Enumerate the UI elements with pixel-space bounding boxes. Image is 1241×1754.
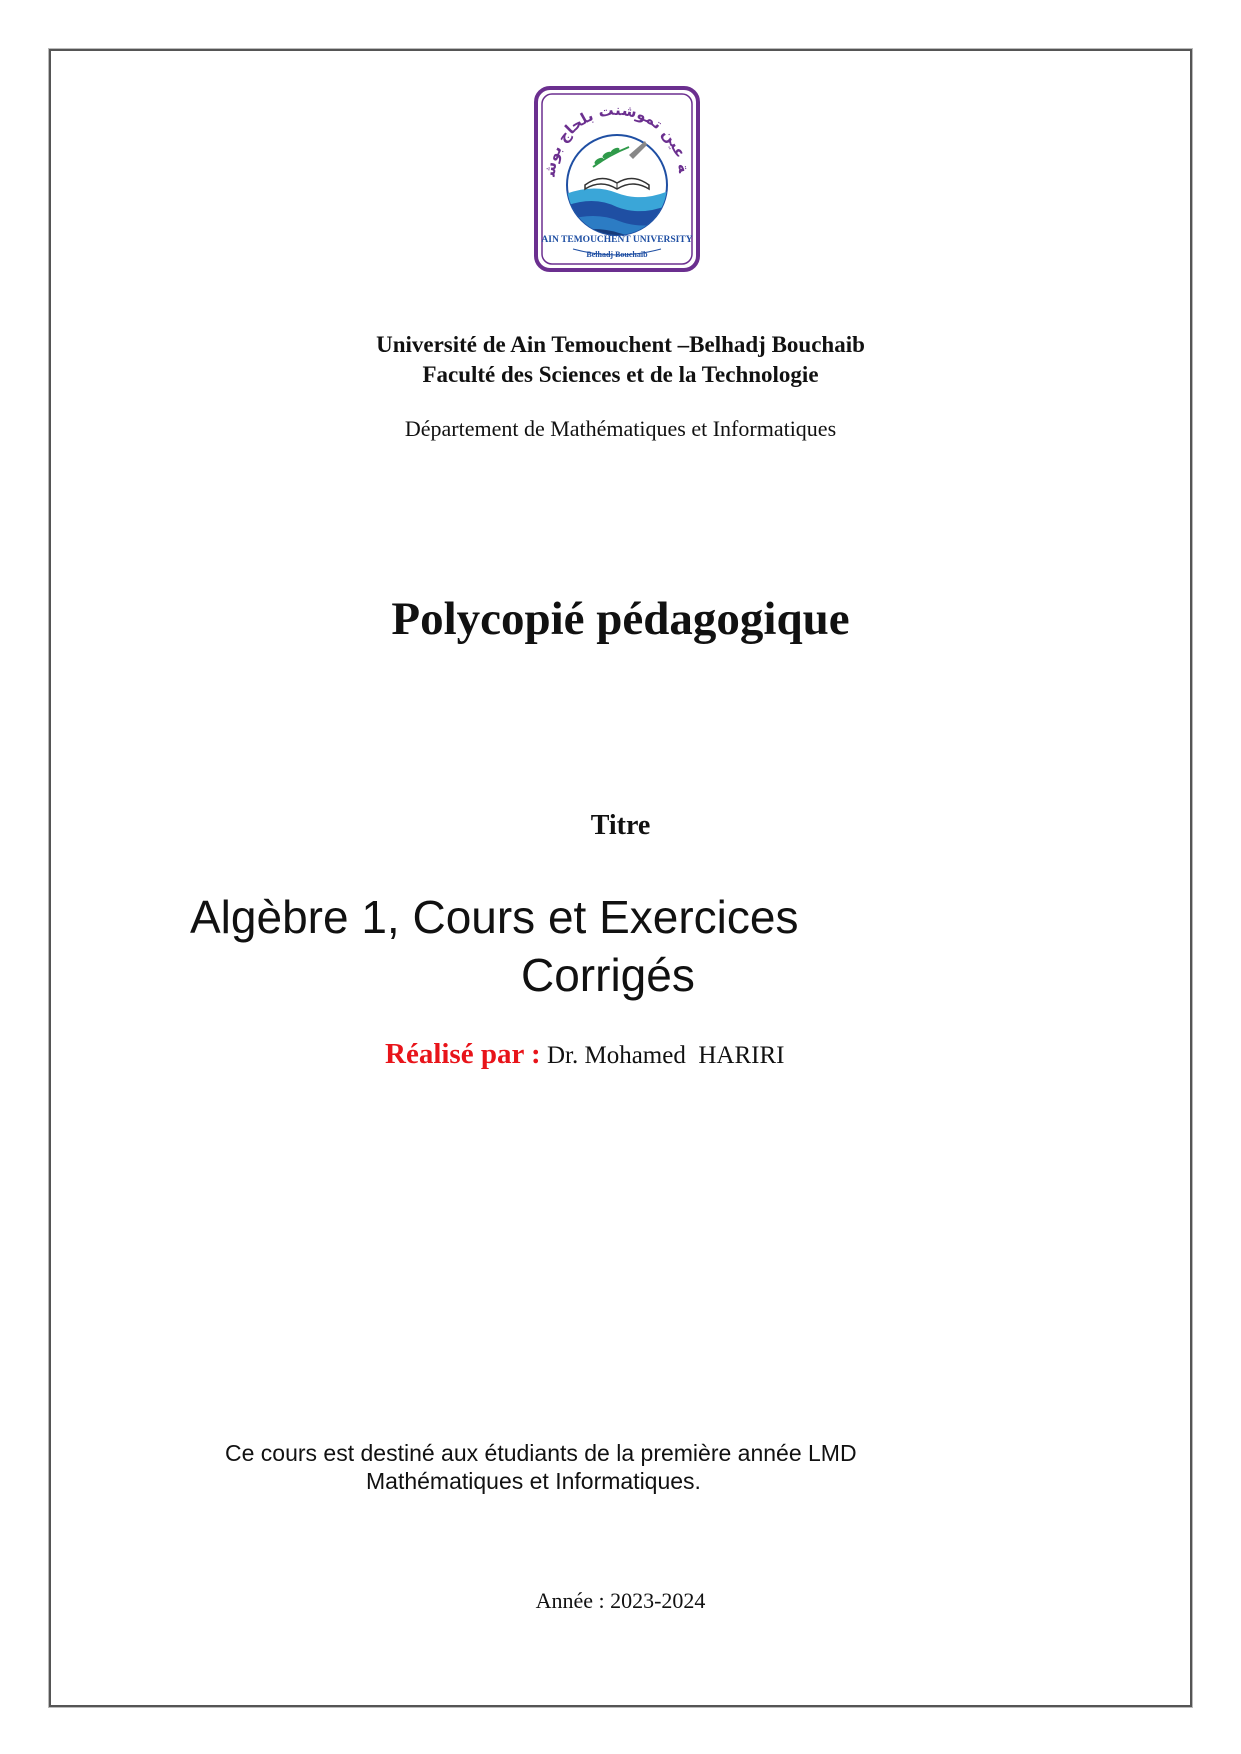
university-name: Université de Ain Temouchent –Belhadj Bouchaib [376,332,865,357]
course-title-line1: Algèbre 1, Cours et Exercices [190,891,799,943]
institution-header [0,330,1241,390]
department-name: Département de Mathématiques et Informatiques [404,416,837,441]
faculty-name: Faculté des Sciences et de la Technologie [422,362,819,387]
audience-line2: Mathématiques et Informatiques. [366,1468,701,1494]
academic-year: Année : 2023-2024 [535,1588,706,1613]
svg-text:Belhadj Bouchaib: Belhadj Bouchaib [586,250,648,259]
audience-line1: Ce cours est destiné aux étudiants de la première année LMD [225,1440,857,1466]
university-logo [533,85,701,273]
author-name: Dr. Mohamed HARIRI [546,1042,785,1069]
author-line [385,1038,784,1071]
course-title-line2: Corrigés [521,949,695,1001]
svg-text:جامعة عين تموشنت بلحاج بوشعيب: ة عين تموشنت بلحاج بوش [540,100,693,178]
author-label: Réalisé par : [385,1038,541,1070]
university-seal-icon [533,85,701,273]
document-type: Polycopié pédagogique [391,593,850,645]
title-label: Titre [590,810,651,841]
svg-text:AIN TEMOUCHENT UNIVERSITY: AIN TEMOUCHENT UNIVERSITY [541,235,693,245]
